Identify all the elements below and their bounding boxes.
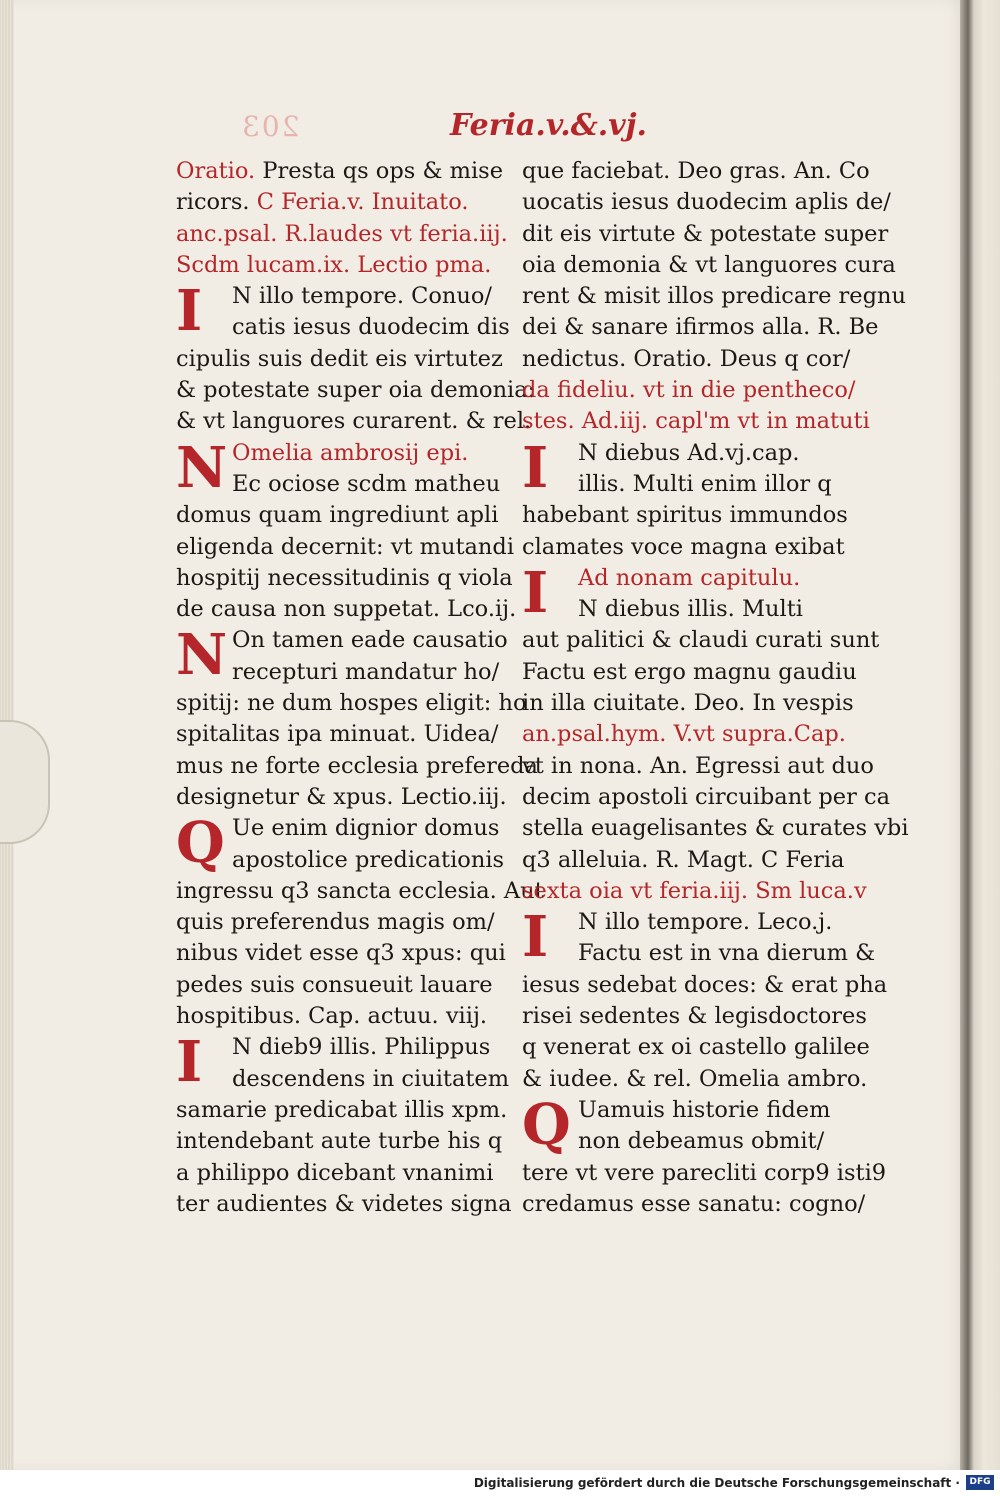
text-line: N illo tempore. Leco.j. [578, 909, 833, 936]
initial-block [522, 559, 867, 626]
initial-block [176, 278, 521, 345]
right-page-edge [960, 0, 1000, 1470]
text-line: Factu est ergo magnu gaudiu [522, 658, 857, 685]
text-line: aut palitici & claudi curati sunt [522, 627, 880, 654]
rubric-line: anc.psal. R.laudes vt feria.iij. [176, 220, 508, 247]
initial-block [176, 434, 521, 501]
text-line: ingressu q3 sancta ecclesia. Aut [176, 877, 544, 904]
text-line: Ue enim dignior domus [232, 815, 500, 842]
text-line: q3 alleluia. R. Magt. C Feria [522, 846, 845, 873]
drop-capital: Q [522, 1091, 571, 1158]
text-line: ter audientes & videtes signa [176, 1190, 512, 1217]
initial-block [176, 810, 521, 877]
text-line: dei & sanare ifirmos alla. R. Be [522, 314, 879, 341]
text-line: N illo tempore. Conuo/ [232, 283, 493, 310]
drop-capital: I [522, 904, 549, 971]
text-line: decim apostoli circuibant per ca [522, 783, 891, 810]
text-line: hospitij necessitudinis q viola [176, 564, 513, 591]
text-line: illis. Multi enim illor q [578, 470, 832, 497]
drop-capital: Q [176, 810, 225, 877]
rubric-line: Scdm lucam.ix. Lectio pma. [176, 251, 492, 278]
text-line: & vt languores curarent. & rel. [176, 408, 532, 435]
text-line: apostolice predicationis [232, 846, 505, 873]
text-line: non debeamus obmit/ [578, 1128, 825, 1155]
text-line: mus ne forte ecclesia prefereda [176, 752, 538, 779]
right-text-column [522, 156, 909, 1220]
text-line: On tamen eade causatio [232, 627, 508, 654]
text-line: descendens in ciuitatem [232, 1065, 510, 1092]
text-line: designetur & xpus. Lectio.iij. [176, 783, 507, 810]
text-line: & potestate super oia demonia: [176, 377, 536, 404]
text-line: q venerat ex oi castello galilee [522, 1034, 870, 1061]
drop-capital: N [176, 434, 228, 501]
left-text-column [176, 156, 544, 1220]
text-line: Ec ociose scdm matheu [232, 470, 501, 497]
text-line: nibus videt esse q3 xpus: qui [176, 940, 506, 967]
drop-capital: I [176, 1029, 203, 1096]
drop-capital: I [522, 559, 549, 626]
initial-block [176, 1029, 521, 1096]
text-line: habebant spiritus immundos [522, 502, 848, 529]
drop-capital: I [176, 278, 203, 345]
text-line: Factu est in vna dierum & [578, 940, 876, 967]
text-line: N dieb9 illis. Philippus [232, 1034, 491, 1061]
rubric-line: stes. Ad.iij. capl'm vt in matuti [522, 408, 870, 435]
dfg-logo-icon: DFG [966, 1475, 994, 1490]
rubric-line: Omelia ambrosij epi. [232, 439, 469, 466]
text-line: de causa non suppetat. Lco.ij. [176, 596, 517, 623]
text-line: clamates voce magna exibat [522, 533, 845, 560]
text-line: domus quam ingrediunt apli [176, 502, 499, 529]
text-line: in illa ciuitate. Deo. In vespis [522, 690, 854, 717]
drop-capital: N [176, 622, 228, 689]
running-header: Feria.v.&.vj. [450, 108, 647, 143]
text-line: stella euagelisantes & curates vbi [522, 815, 909, 842]
initial-block [176, 622, 521, 689]
text-line: oia demonia & vt languores cura [522, 251, 896, 278]
page-clip [0, 720, 50, 844]
text-line: nedictus. Oratio. Deus q cor/ [522, 345, 851, 372]
text-line: eligenda decernit: vt mutandi [176, 533, 515, 560]
text-line: vt in nona. An. Egressi aut duo [522, 752, 874, 779]
drop-capital: I [522, 434, 549, 501]
text-line: risei sedentes & legisdoctores [522, 1003, 867, 1030]
text-line: pedes suis consueuit lauare [176, 971, 493, 998]
text-line: credamus esse sanatu: cogno/ [522, 1190, 866, 1217]
text-line: quis preferendus magis om/ [176, 909, 495, 936]
rubric-line: da fideliu. vt in die pentheco/ [522, 377, 856, 404]
text-line: a philippo dicebant vnanimi [176, 1159, 494, 1186]
rubric-line: Ad nonam capitulu. [578, 564, 801, 591]
text-line: uocatis iesus duodecim aplis de/ [522, 189, 891, 216]
text-line: que faciebat. Deo gras. An. Co [522, 158, 870, 184]
text-line: N diebus illis. Multi [578, 596, 803, 623]
text-line: samarie predicabat illis xpm. [176, 1096, 508, 1123]
text-line: iesus sedebat doces: & erat pha [522, 971, 888, 998]
text-line: Uamuis historie fidem [578, 1096, 831, 1123]
footer-credit: Digitalisierung gefördert durch die Deutsche Forschungsgemeinschaft · [473, 1476, 960, 1490]
text-line: ricors. C Feria.v. Inuitato. [176, 189, 469, 216]
text-line: intendebant aute turbe his q [176, 1128, 503, 1155]
initial-block [522, 1091, 867, 1158]
bleed-through-page-number: 203 [240, 110, 300, 143]
digitization-footer [0, 1470, 1000, 1496]
text-line: catis iesus duodecim dis [232, 314, 510, 341]
text-line: spitalitas ipa minuat. Uidea/ [176, 721, 499, 748]
initial-block [522, 434, 867, 501]
text-line: & iudee. & rel. Omelia ambro. [522, 1065, 868, 1092]
rubric-line: sexta oia vt feria.iij. Sm luca.v [522, 877, 867, 904]
text-line: dit eis virtute & potestate super [522, 220, 889, 247]
text-line: recepturi mandatur ho/ [232, 658, 500, 685]
text-line: cipulis suis dedit eis virtutez [176, 345, 503, 372]
text-line: N diebus Ad.vj.cap. [578, 439, 800, 466]
initial-block [522, 904, 876, 971]
rubric-line: an.psal.hym. V.vt supra.Cap. [522, 721, 846, 748]
text-line: tere vt vere parecliti corp9 isti9 [522, 1159, 887, 1186]
text-line: hospitibus. Cap. actuu. viij. [176, 1003, 488, 1030]
text-line: Oratio. Presta qs ops & mise [176, 158, 504, 184]
text-line: spitij: ne dum hospes eligit: ho [176, 690, 527, 717]
text-line: rent & misit illos predicare regnu [522, 283, 907, 310]
